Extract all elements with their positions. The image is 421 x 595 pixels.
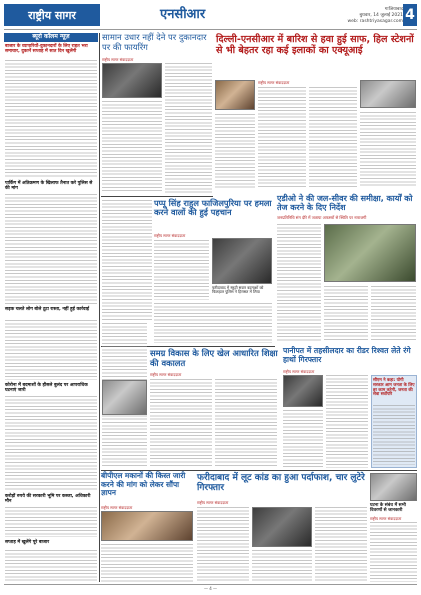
col2-byline: राष्ट्रीय सागर संवाददाता <box>102 57 134 62</box>
rule-under-col2 <box>101 196 213 197</box>
column1-headline4: कोरोना में बदमाशों के हौसले बुलंद पर आपराधिक घटनाएं जारी <box>5 383 88 394</box>
pappu-photo <box>212 238 272 284</box>
sports-headline: समग्र विकास के लिए खेल आधारित शिक्षा की वकालत <box>150 348 278 368</box>
small-story-byline: राष्ट्रीय सागर संवाददाता <box>370 516 402 521</box>
date-line: गाजियाबाद बुधवार, 14 जुलाई 2021 <box>359 7 403 18</box>
sports-byline: राष्ट्रीय सागर संवाददाता <box>150 372 182 377</box>
panipat-text-b <box>326 375 368 468</box>
small-story-headline: घटना के संबंध में सभी विवरणों से जानकारी <box>370 503 406 514</box>
column1-text6 <box>5 550 97 582</box>
lead-byline: राष्ट्रीय सागर संवाददाता <box>258 80 290 85</box>
faridabad-text-a <box>197 507 249 582</box>
col2-headline: सामान उधार नहीं देने पर दुकानदार पर की फायरिंग <box>102 32 207 52</box>
sports-text-b <box>215 379 277 467</box>
sports-text-a <box>150 379 212 467</box>
faridabad-photo <box>252 507 312 547</box>
masthead <box>4 4 417 30</box>
pappu-byline: राष्ट्रीय सागर संवाददाता <box>154 233 186 238</box>
side-box-text <box>373 405 415 465</box>
faridabad-text-b <box>252 550 312 582</box>
lead-text-c <box>360 112 416 187</box>
lead-headline: दिल्ली-एनसीआर में बारिश से हवा हुई साफ, हिल स्टेशनों से भी बेहतर रहा कई इलाकों का एक्यूआई <box>216 34 414 57</box>
pappu-text-a <box>154 240 209 300</box>
bpl-text <box>101 544 193 582</box>
lead-text-d <box>215 114 255 188</box>
mid-text-a <box>102 200 152 320</box>
panipat-byline: राष्ट्रीय सागर संवाददाता <box>283 369 315 374</box>
panipat-headline: पानीपत में तहसीलदार का रीडर रिश्वत लेते रंगे हाथों गिरफ्तार <box>283 346 411 364</box>
column1-headline5: करोड़ों रुपये की सरकारी भूमि पर कब्जा, अधिकारी मौन <box>5 494 91 505</box>
adm-photo <box>324 224 416 282</box>
side-box-headline: सीएम ने कहा: योगी सरकार आम जनता के लिए हर काम करेगी, जनता की सेवा सर्वोपरि <box>373 377 415 397</box>
adm-subhead: जनप्रतिनिधि संग दौरे में जताया अफसरों से स्थिति पर नाराजगी <box>277 215 367 220</box>
column1-headline2: पार्किंग में अतिक्रमण के खिलाफ तैनात करे पुलिस से की मांग <box>5 181 93 192</box>
adm-text-a <box>277 224 321 342</box>
paper-logo: राष्ट्रीय सागर <box>4 4 100 26</box>
section-title: एनसीआर <box>160 7 206 22</box>
date-block <box>323 4 403 29</box>
small-story-text <box>370 522 417 582</box>
sports-photo-1 <box>102 380 147 415</box>
lead-photo-1 <box>215 80 255 110</box>
panipat-text-a <box>283 410 323 468</box>
pappu-headline: पप्पू सिंह राहुल फाजिलपुरिया पर हमला करने वालों की हुई पहचान <box>154 198 272 218</box>
faridabad-headline: फरीदाबाद में लूट कांड का हुआ पर्दाफाश, चार लुटेरे गिरफ्तार <box>197 473 365 494</box>
bpl-headline: बीपीएल मकानों की किस्त जारी करने की मांग को लेकर सौंपा ज्ञापन <box>101 471 186 498</box>
column1-text3 <box>5 320 97 380</box>
pappu-text-b <box>154 303 272 343</box>
small-story-photo <box>370 473 417 501</box>
column1-headline3: सड़क चलते लोग बोले टूटा रास्ता, नहीं हुई कार्रवाई <box>5 307 90 312</box>
col2-photo <box>102 63 162 98</box>
column1-headline6: सप्ताह में खुलेंगे पूरे बाजार <box>5 540 50 545</box>
col2-text-a <box>102 101 162 193</box>
faridabad-text-c <box>315 507 367 582</box>
website-line: web: rashtriyasagar.com <box>347 19 403 24</box>
faridabad-byline: राष्ट्रीय सागर संवाददाता <box>197 500 229 505</box>
column1-text1 <box>5 60 97 178</box>
column-rule-1 <box>99 33 100 582</box>
column1-text5 <box>5 507 97 537</box>
adm-headline: एडीओ ने की जल-सीवर की समीक्षा, कार्यों को तेज करने के दिए निर्देश <box>277 194 413 213</box>
column1-text4 <box>5 396 97 491</box>
col2-text-b <box>165 63 212 193</box>
pappu-caption: फरीदाबाद में स्कूटी सवार बदमाशों को फिलहाल पुलिस ने हिरासत में लिया <box>212 285 264 295</box>
adm-text-c <box>371 286 416 342</box>
lead-text-b <box>309 87 357 187</box>
lead-text-a <box>258 87 306 187</box>
adm-text-b <box>324 286 368 342</box>
panipat-photo <box>283 375 323 407</box>
column1-strip-label: ब्यूरो कॉलम न्यूज़ <box>32 33 70 40</box>
lead-photo-2 <box>360 80 416 108</box>
column1-text2 <box>5 194 97 304</box>
column1-headline1: बाजार के व्यापारियों-दुकानदारों के लिए राहत भरा समाचार, दुकानें सप्ताह में सात दिन खुलेंगी <box>5 44 88 55</box>
page-footer: — 4 — <box>4 584 417 592</box>
bpl-photo <box>101 511 193 541</box>
bpl-byline: राष्ट्रीय सागर संवाददाता <box>101 505 133 510</box>
page-number: 4 <box>403 4 417 26</box>
